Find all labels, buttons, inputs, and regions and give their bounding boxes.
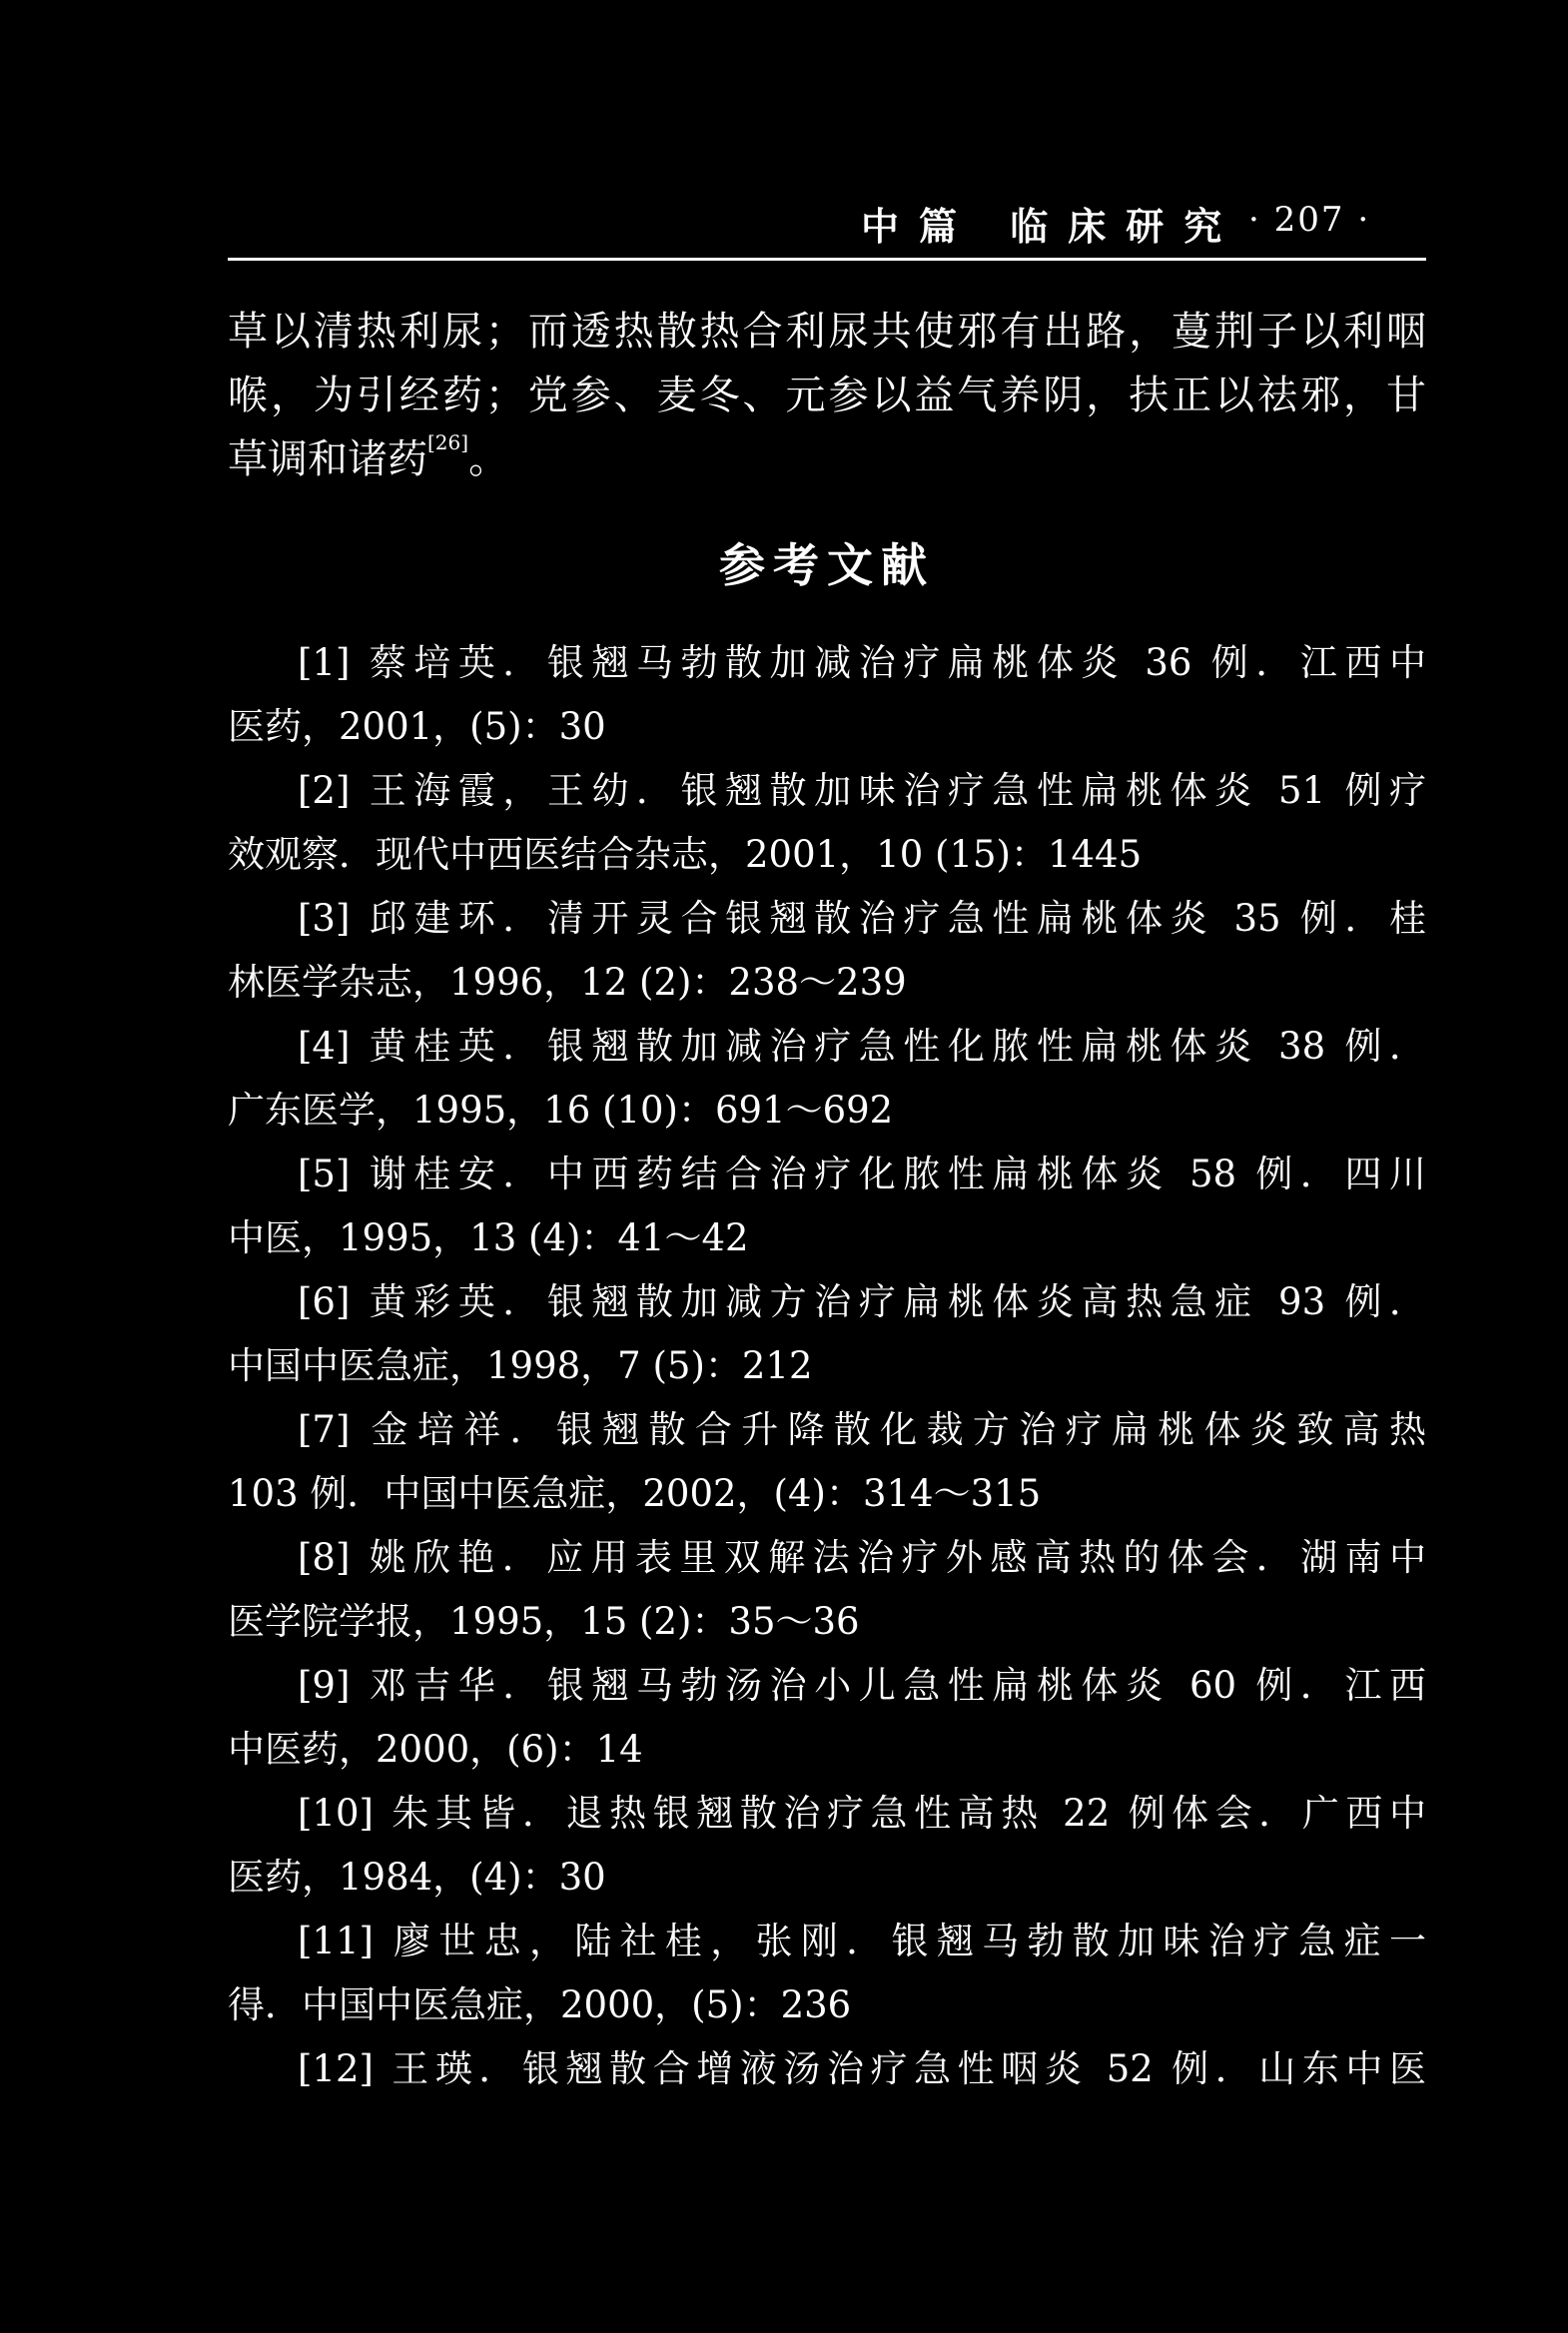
reference-12-line-1: [12] 王瑛．银翘散合增液汤治疗急性咽炎 52 例．山东中医 xyxy=(298,2047,1426,2090)
reference-5-line-1: [5] 谢桂安．中西药结合治疗化脓性扁桃体炎 58 例．四川 xyxy=(298,1153,1426,1195)
reference-9-line-2: 中医药，2000，(6)：14 xyxy=(228,1728,643,1771)
reference-1-line-2: 医药，2001，(5)：30 xyxy=(228,705,606,748)
body-line-2: 喉，为引经药；党参、麦冬、元参以益气养阴，扶正以祛邪，甘 xyxy=(228,373,1426,418)
reference-list xyxy=(228,631,1426,2101)
reference-6-line-2: 中国中医急症，1998，7 (5)：212 xyxy=(228,1344,813,1387)
reference-2-line-2: 效观察．现代中西医结合杂志，2001，10 (15)：1445 xyxy=(228,833,1143,876)
reference-6-line-1: [6] 黄彩英．银翘散加减方治疗扁桃体炎高热急症 93 例． xyxy=(298,1280,1426,1323)
reference-5-line-2: 中医，1995，13 (4)：41～42 xyxy=(228,1216,749,1259)
reference-9-line-1: [9] 邓吉华．银翘马勃汤治小儿急性扁桃体炎 60 例．江西 xyxy=(298,1664,1426,1707)
reference-4-line-1: [4] 黄桂英．银翘散加减治疗急性化脓性扁桃体炎 38 例． xyxy=(298,1025,1426,1068)
body-paragraph xyxy=(228,300,1426,491)
reference-11-line-2: 得．中国中医急症，2000，(5)：236 xyxy=(228,1983,852,2026)
reference-3-line-1: [3] 邱建环．清开灵合银翘散治疗急性扁桃体炎 35 例．桂 xyxy=(298,897,1426,940)
body-end-punct: 。 xyxy=(468,436,509,482)
reference-10-line-2: 医药，1984，(4)：30 xyxy=(228,1856,606,1899)
page-number: · 207 · xyxy=(1248,200,1371,240)
reference-3-line-2: 林医学杂志，1996，12 (2)：238～239 xyxy=(228,961,907,1004)
reference-2-line-1: [2] 王海霞，王幼．银翘散加味治疗急性扁桃体炎 51 例疗 xyxy=(298,769,1426,812)
reference-11-line-1: [11] 廖世忠，陆社桂，张刚．银翘马勃散加味治疗急症一 xyxy=(298,1920,1426,1962)
reference-7-line-2: 103 例．中国中医急症，2002，(4)：314～315 xyxy=(228,1472,1042,1515)
running-title: 中篇 临床研究 xyxy=(861,204,1242,249)
reference-8-line-1: [8] 姚欣艳．应用表里双解法治疗外感高热的体会．湖南中 xyxy=(298,1536,1426,1579)
reference-10-line-1: [10] 朱其皆．退热银翘散治疗急性高热 22 例体会．广西中 xyxy=(298,1792,1426,1835)
header-rule xyxy=(228,258,1426,261)
body-line-3-text: 草调和诸药 xyxy=(228,436,427,482)
reference-7-line-1: [7] 金培祥．银翘散合升降散化裁方治疗扁桃体炎致高热 xyxy=(298,1408,1426,1451)
body-line-1: 草以清热利尿；而透热散热合利尿共使邪有出路，蔓荆子以利咽 xyxy=(228,309,1426,355)
reference-1-line-1: [1] 蔡培英．银翘马勃散加减治疗扁桃体炎 36 例．江西中 xyxy=(298,641,1426,684)
body-line-3 xyxy=(228,427,1426,491)
reference-8-line-2: 医学院学报，1995，15 (2)：35～36 xyxy=(228,1600,860,1643)
reference-4-line-2: 广东医学，1995，16 (10)：691～692 xyxy=(228,1089,894,1132)
references-heading: 参考文献 xyxy=(719,538,935,592)
citation-mark: [26] xyxy=(427,430,469,454)
page-header xyxy=(0,190,1568,250)
